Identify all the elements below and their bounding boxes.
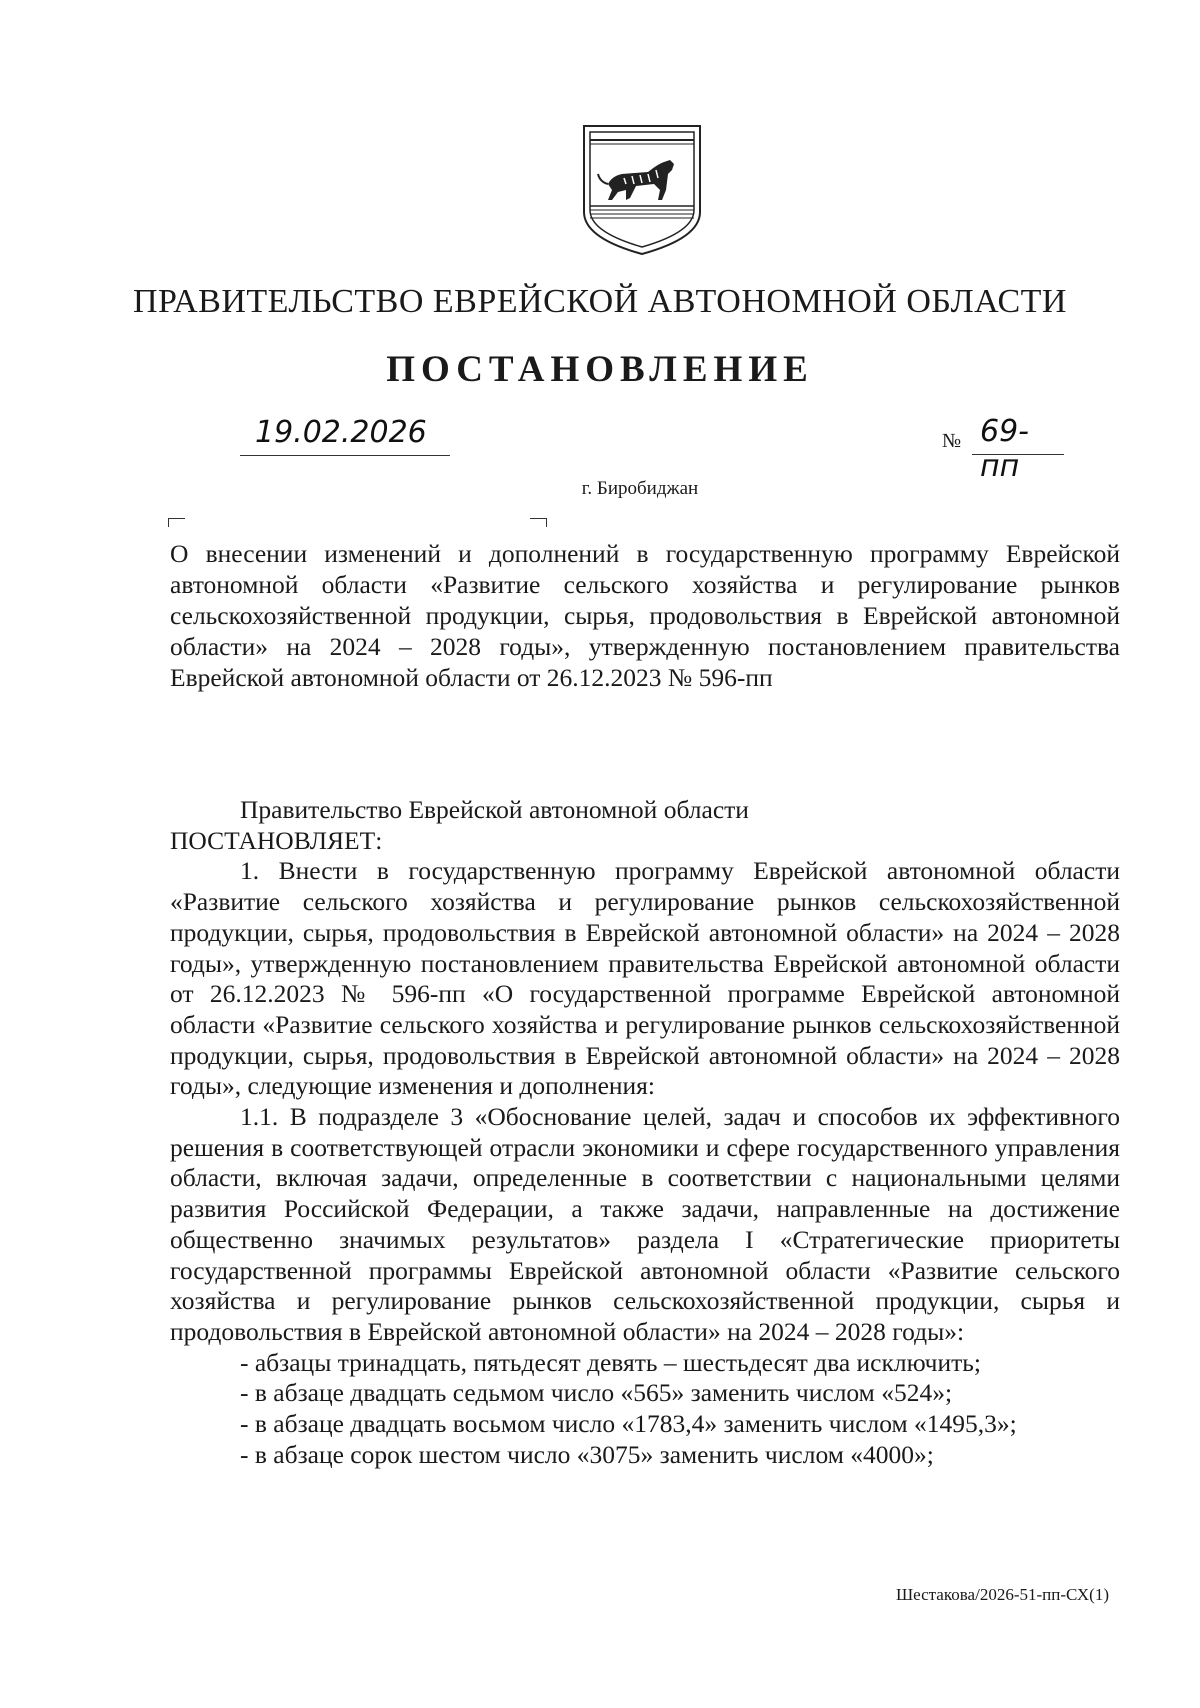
item-1-1: 1.1. В подразделе 3 «Обоснование целей, задач и способов их эффективного решения в соответствующей отрасли экономики и сфере государственного управления области, включая задачи, определенные в соответствии с национальными целями развития Российской Федерации, а также задачи, направленные на достижение общественно значимых результатов» раздела I «Стратегические приоритеты государственной программы Еврейской автономной области «Развитие сельского хозяйства и регулирование рынков сельскохозяйственной продукции, сырья и продовольствия в Еврейской автономной области» на 2024 – 2028 годы»: — [170, 1102, 1120, 1346]
footer-reference: Шестакова/2026-51-пп-СХ(1) — [896, 1585, 1109, 1604]
resolves-heading: ПОСТАНОВЛЯЕТ: — [170, 825, 383, 855]
number-value: 69-пп — [980, 414, 1029, 484]
document-date: 19.02.2026 — [255, 415, 427, 450]
document-body — [170, 795, 1120, 1470]
intro-paragraph: Правительство Еврейской автономной области — [240, 795, 749, 824]
document-type: ПОСТАНОВЛЕНИЕ — [386, 349, 814, 390]
document-subject: О внесении изменений и дополнений в государственную программу Еврейской автономной области «Развитие сельского хозяйства и регулирование рынков сельскохозяйственной продукции, сырья, продовольствия в Еврейской автономной области» на 2024 – 2028 годы», утвержденную постановлением правительства Еврейской автономной области от 26.12.2023 № 596-пп — [170, 539, 1120, 692]
number-label: № — [942, 430, 962, 452]
bullet-item: - в абзаце двадцать восьмом число «1783,4» заменить числом «1495,3»; — [240, 1409, 1017, 1439]
bullet-item: - в абзаце двадцать седьмом число «565» заменить числом «524»; — [240, 1378, 953, 1408]
government-title: ПРАВИТЕЛЬСТВО ЕВРЕЙСКОЙ АВТОНОМНОЙ ОБЛАСТИ — [132, 283, 1067, 320]
coat-of-arms-emblem — [574, 120, 710, 260]
item-1: 1. Внести в государственную программу Еврейской автономной области «Развитие сельского хозяйства и регулирование рынков сельскохозяйственной продукции, сырья, продовольствия в Еврейской автономной области» на 2024 – 2028 годы», утвержденную постановлением правительства Еврейской автономной области от 26.12.2023 № 596-пп «О государственной программе Еврейской автономной области «Развитие сельского хозяйства и регулирование рынков сельскохозяйственной продукции, сырья, продовольствия в Еврейской автономной области» на 2024 – 2028 годы», следующие изменения и дополнения: — [170, 856, 1120, 1101]
city: г. Биробиджан — [581, 478, 699, 499]
subject-corner-right — [530, 518, 547, 527]
subject-corner-left — [168, 518, 185, 527]
bullet-item: - абзацы тринадцать, пятьдесят девять – шестьдесят два исключить; — [240, 1347, 981, 1377]
bullet-item: - в абзаце сорок шестом число «3075» заменить числом «4000»; — [240, 1439, 934, 1469]
